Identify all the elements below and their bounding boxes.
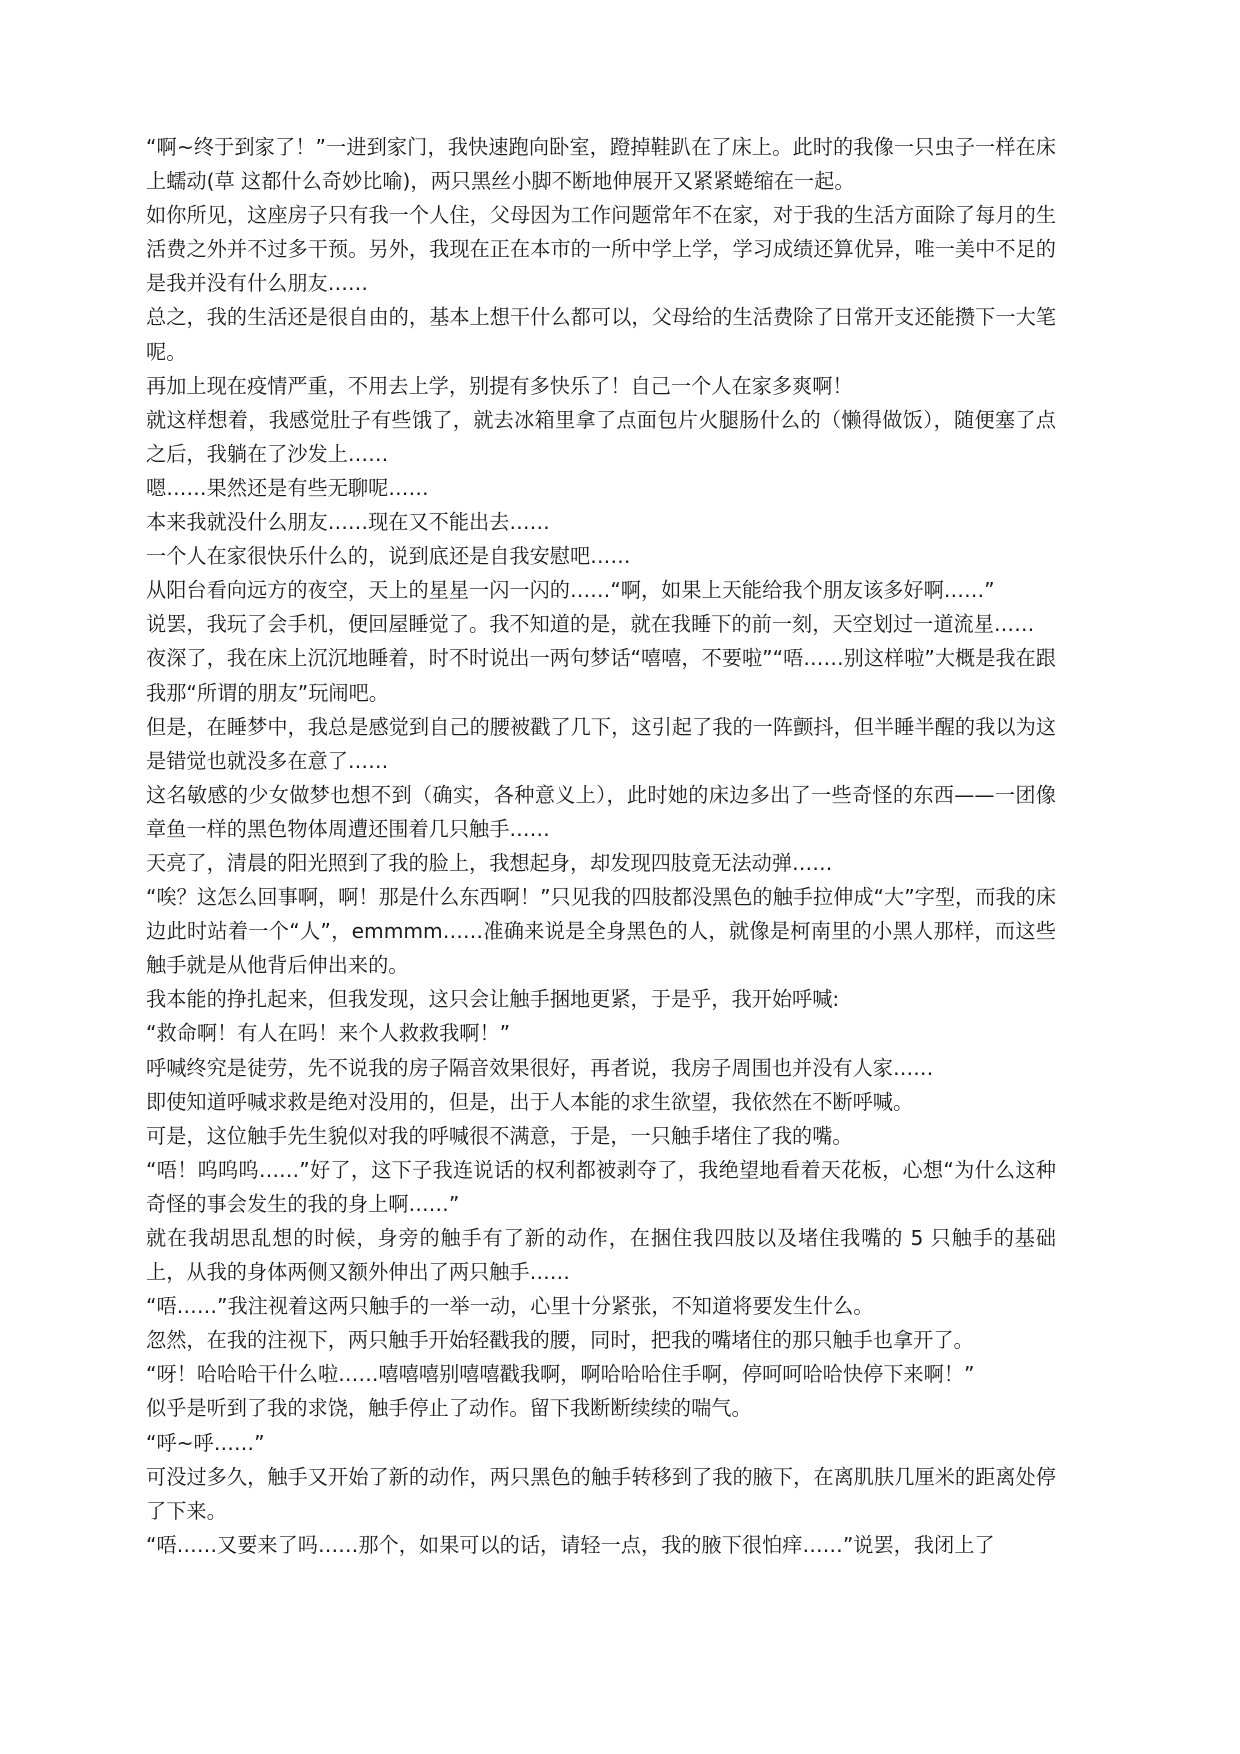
paragraph: 即使知道呼喊求救是绝对没用的，但是，出于人本能的求生欲望，我依然在不断呼喊。 [146,1089,914,1114]
paragraph: 就在我胡思乱想的时候，身旁的触手有了新的动作，在捆住我四肢以及堵住我嘴的 5 只触手的基础上，从我的身体两侧又额外伸出了两只触手…… [146,1226,1056,1285]
document-body [146,130,1056,1562]
paragraph: “呀！哈哈哈干什么啦……嘻嘻嘻别嘻嘻戳我啊，啊哈哈哈住手啊，停呵呵哈哈快停下来啊！” [146,1362,975,1387]
paragraph: 总之，我的生活还是很自由的，基本上想干什么都可以，父母给的生活费除了日常开支还能攒下一大笔呢。 [146,305,1056,364]
paragraph: 天亮了，清晨的阳光照到了我的脸上，我想起身，却发现四肢竟无法动弹…… [146,850,833,875]
paragraph: 这名敏感的少女做梦也想不到（确实，各种意义上），此时她的床边多出了一些奇怪的东西——一团像章鱼一样的黑色物体周遭还围着几只触手…… [146,782,1056,841]
paragraph: 一个人在家很快乐什么的，说到底还是自我安慰吧…… [146,544,631,569]
paragraph: 夜深了，我在床上沉沉地睡着，时不时说出一两句梦话“嘻嘻，不要啦”“唔……别这样啦”大概是我在跟我那“所谓的朋友”玩闹吧。 [146,646,1056,705]
paragraph: 忽然，在我的注视下，两只触手开始轻戳我的腰，同时，把我的嘴堵住的那只触手也拿开了。 [146,1328,974,1353]
paragraph: “唔……又要来了吗……那个，如果可以的话，请轻一点，我的腋下很怕痒……”说罢，我闭上了 [146,1532,995,1557]
paragraph: “唔！呜呜呜……”好了，这下子我连说话的权利都被剥夺了，我绝望地看着天花板，心想“为什么这种奇怪的事会发生的我的身上啊……” [146,1157,1056,1216]
paragraph: 嗯……果然还是有些无聊呢…… [146,475,429,500]
paragraph: “唔……”我注视着这两只触手的一举一动，心里十分紧张，不知道将要发生什么。 [146,1294,874,1319]
paragraph: “唉？这怎么回事啊，啊！那是什么东西啊！”只见我的四肢都没黑色的触手拉伸成“大”字型，而我的床边此时站着一个“人”，emmmm……准确来说是全身黑色的人，就像是柯南里的小黑人那样，而这些触手就是从他背后伸出来的。 [146,885,1056,978]
paragraph: “呼~呼……” [146,1430,265,1455]
paragraph: “救命啊！有人在吗！来个人救救我啊！” [146,1021,511,1046]
paragraph: 说罢，我玩了会手机，便回屋睡觉了。我不知道的是，就在我睡下的前一刻，天空划过一道流星…… [146,612,1035,637]
paragraph: 从阳台看向远方的夜空，天上的星星一闪一闪的……“啊，如果上天能给我个朋友该多好啊……” [146,578,995,603]
paragraph: 本来我就没什么朋友……现在又不能出去…… [146,510,550,535]
paragraph: 就这样想着，我感觉肚子有些饿了，就去冰箱里拿了点面包片火腿肠什么的（懒得做饭），随便塞了点之后，我躺在了沙发上…… [146,407,1056,466]
paragraph: 我本能的挣扎起来，但我发现，这只会让触手捆地更紧，于是乎，我开始呼喊: [146,987,840,1012]
paragraph: 可是，这位触手先生貌似对我的呼喊很不满意，于是，一只触手堵住了我的嘴。 [146,1123,853,1148]
paragraph: 呼喊终究是徒劳，先不说我的房子隔音效果很好，再者说，我房子周围也并没有人家…… [146,1055,934,1080]
paragraph: 似乎是听到了我的求饶，触手停止了动作。留下我断断续续的喘气。 [146,1396,752,1421]
paragraph: 可没过多久，触手又开始了新的动作，两只黑色的触手转移到了我的腋下，在离肌肤几厘米的距离处停了下来。 [146,1464,1056,1523]
paragraph: 但是，在睡梦中，我总是感觉到自己的腰被戳了几下，这引起了我的一阵颤抖，但半睡半醒的我以为这是错觉也就没多在意了…… [146,714,1056,773]
paragraph: “啊~终于到家了！”一进到家门，我快速跑向卧室，蹬掉鞋趴在了床上。此时的我像一只虫子一样在床上蠕动(草 这都什么奇妙比喻)，两只黑丝小脚不断地伸展开又紧紧蜷缩在一起。 [146,135,1056,194]
paragraph: 再加上现在疫情严重，不用去上学，别提有多快乐了！自己一个人在家多爽啊！ [146,373,853,398]
paragraph: 如你所见，这座房子只有我一个人住，父母因为工作问题常年不在家，对于我的生活方面除了每月的生活费之外并不过多干预。另外，我现在正在本市的一所中学上学，学习成绩还算优异，唯一美中不足的是我并没有什么朋友…… [146,203,1056,296]
